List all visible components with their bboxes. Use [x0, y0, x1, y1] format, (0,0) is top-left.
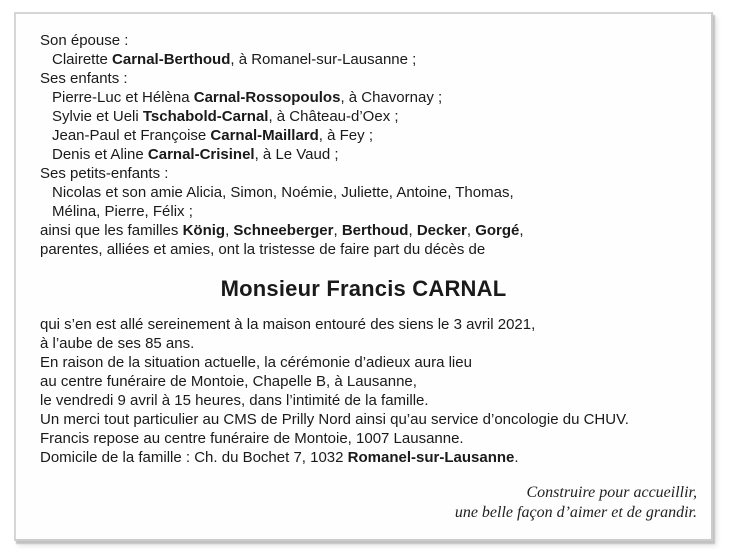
plain-text: , [408, 222, 417, 239]
family-line [40, 145, 697, 164]
plain-text: Ses enfants : [40, 70, 128, 87]
closing-quote [40, 483, 697, 523]
detail-line [40, 372, 697, 391]
plain-text: , [519, 222, 524, 239]
plain-text: Jean-Paul et Françoise [52, 127, 211, 144]
family-line [40, 240, 697, 259]
detail-line [40, 410, 697, 429]
plain-text: , à Château-d’Oex ; [268, 108, 399, 125]
plain-text: En raison de la situation actuelle, la cérémonie d’adieux aura lieu [40, 354, 472, 371]
surname-bold-text: Berthoud [341, 222, 409, 239]
plain-text: , [333, 222, 342, 239]
family-line [40, 164, 697, 183]
plain-text: Ses petits-enfants : [40, 165, 169, 182]
family-line [40, 88, 697, 107]
surname-bold-text: Tschabold-Carnal [142, 108, 269, 125]
detail-line [40, 448, 697, 467]
plain-text: une belle façon d’aimer et de grandir. [454, 504, 697, 521]
family-line [40, 107, 697, 126]
surname-bold-text: Decker [416, 222, 467, 239]
surname-bold-text: Romanel-sur-Lausanne [347, 449, 515, 466]
family-line [40, 221, 697, 240]
plain-text: Construire pour accueillir, [526, 484, 697, 501]
details-section [40, 315, 697, 467]
quote-line [40, 483, 697, 503]
plain-text: . [514, 449, 519, 466]
detail-line [40, 391, 697, 410]
detail-line [40, 353, 697, 372]
plain-text: , à Romanel-sur-Lausanne ; [230, 51, 417, 68]
surname-bold-text: Carnal-Rossopoulos [193, 89, 341, 106]
plain-text: Mélina, Pierre, Félix ; [52, 203, 193, 220]
surname-bold-text: Gorgé [475, 222, 520, 239]
plain-text: Un merci tout particulier au CMS de Prilly Nord ainsi qu’au service d’oncologie du CHUV. [40, 411, 629, 428]
plain-text: Denis et Aline [52, 146, 148, 163]
plain-text: , à Fey ; [318, 127, 373, 144]
surname-bold-text: König [182, 222, 226, 239]
plain-text: Domicile de la famille : Ch. du Bochet 7, 1032 [40, 449, 348, 466]
plain-text: Sylvie et Ueli [52, 108, 143, 125]
plain-text: Pierre-Luc et Hélèna [52, 89, 194, 106]
plain-text: à l’aube de ses 85 ans. [40, 335, 195, 352]
surname-bold-text: Carnal-Berthoud [112, 51, 231, 68]
plain-text: Nicolas et son amie Alicia, Simon, Noémie, Juliette, Antoine, Thomas, [52, 184, 514, 201]
family-section [40, 31, 697, 259]
deceased-name-title: Monsieur Francis CARNAL [220, 276, 507, 301]
obituary-notice-frame [14, 12, 713, 541]
plain-text: , [466, 222, 476, 239]
family-line [40, 183, 697, 202]
family-line [40, 50, 697, 69]
detail-line [40, 334, 697, 353]
plain-text: , [225, 222, 234, 239]
quote-line [40, 503, 697, 523]
plain-text: le vendredi 9 avril à 15 heures, dans l’intimité de la famille. [40, 392, 429, 409]
surname-bold-text: Carnal-Maillard [210, 127, 319, 144]
family-line [40, 31, 697, 50]
plain-text: parentes, alliées et amies, ont la tristesse de faire part du décès de [40, 241, 486, 258]
surname-bold-text: Carnal-Crisinel [147, 146, 255, 163]
plain-text: Son épouse : [40, 32, 129, 49]
plain-text: qui s’en est allé sereinement à la maison entouré des siens le 3 avril 2021, [40, 316, 536, 333]
family-line [40, 202, 697, 221]
detail-line [40, 429, 697, 448]
plain-text: ainsi que les familles [40, 222, 183, 239]
plain-text: au centre funéraire de Montoie, Chapelle B, à Lausanne, [40, 373, 417, 390]
detail-line [40, 315, 697, 334]
surname-bold-text: Schneeberger [233, 222, 334, 239]
family-line [40, 69, 697, 88]
family-line [40, 126, 697, 145]
plain-text: , à Chavornay ; [340, 89, 443, 106]
plain-text: , à Le Vaud ; [254, 146, 339, 163]
plain-text: Clairette [52, 51, 113, 68]
notice-content [16, 14, 711, 539]
plain-text: Francis repose au centre funéraire de Montoie, 1007 Lausanne. [40, 430, 464, 447]
